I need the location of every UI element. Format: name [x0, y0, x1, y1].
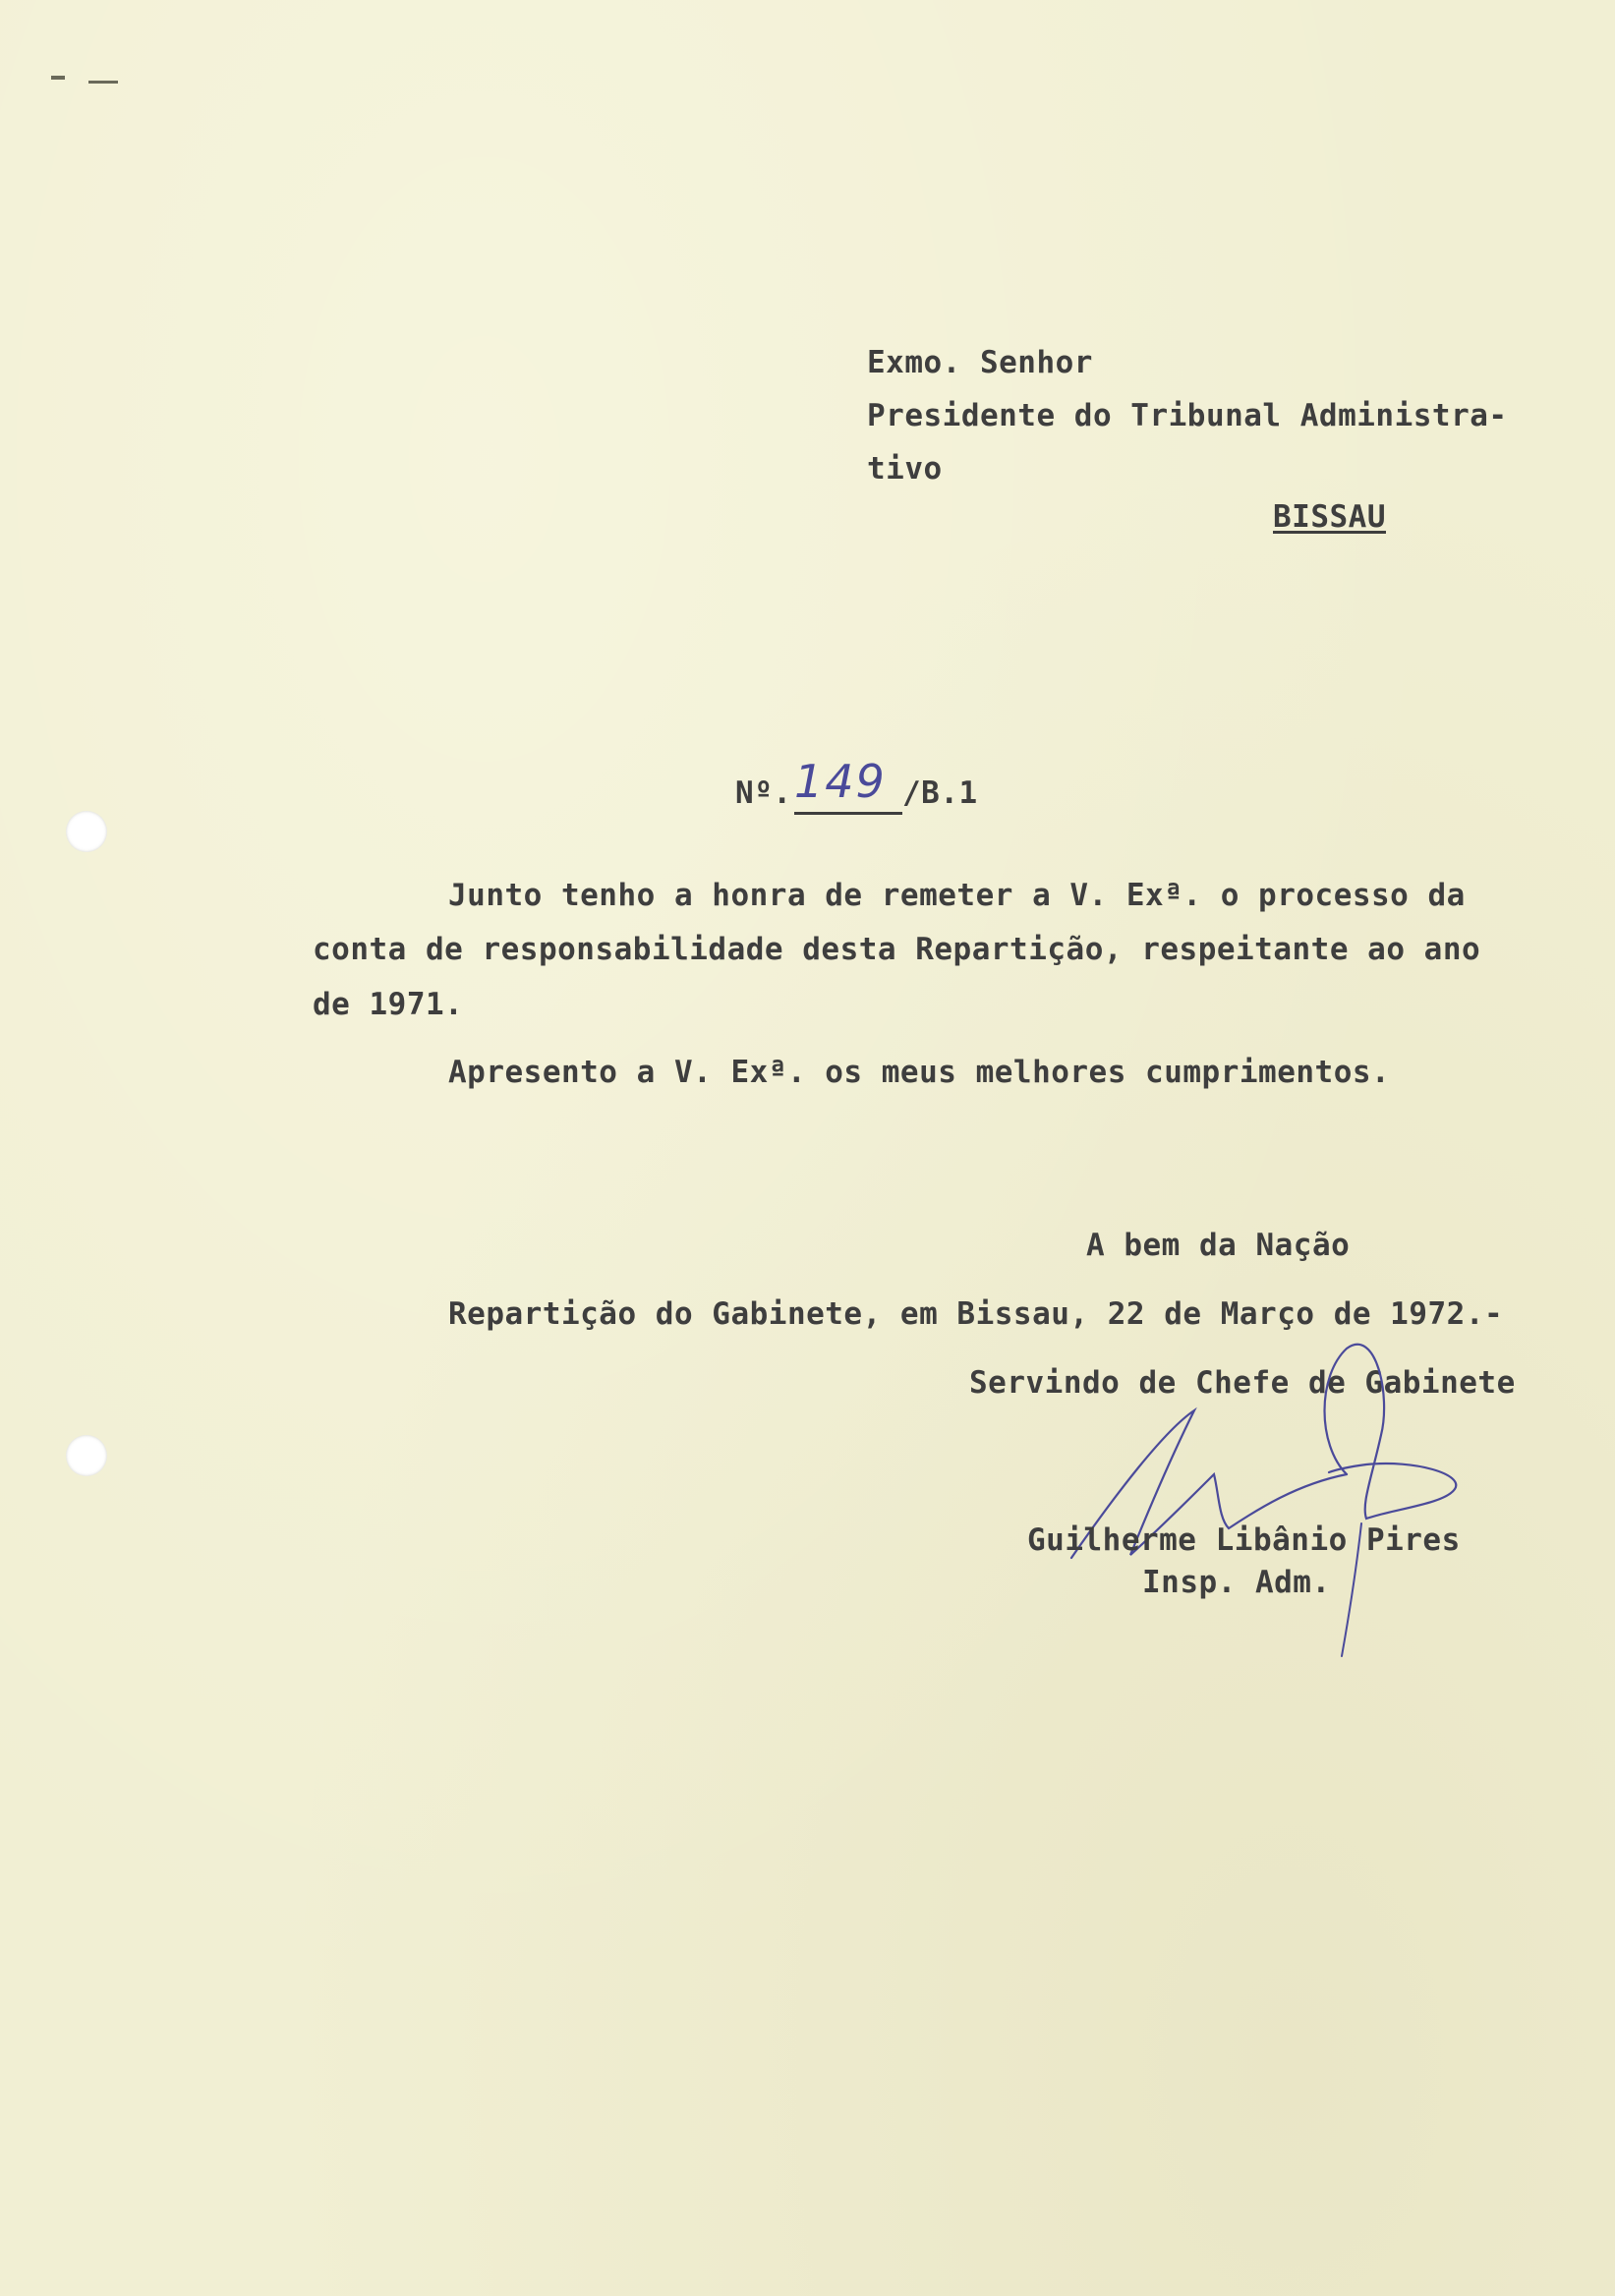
body-paragraph1-line2: conta de responsabilidade desta Repartição, respeitante ao ano [313, 932, 1481, 967]
body-paragraph1-line1: Junto tenho a honra de remeter a V. Exª. o processo da [448, 878, 1466, 913]
signatory-name: Guilherme Libânio Pires [1027, 1522, 1461, 1558]
reference-prefix: Nº. [735, 775, 792, 811]
staple-mark [51, 76, 65, 80]
reference-handwritten-number: 149 [794, 755, 887, 808]
closing-place-date: Repartição do Gabinete, em Bissau, 22 de Março de 1972.- [448, 1296, 1504, 1332]
body-paragraph1-line3: de 1971. [313, 987, 464, 1022]
addressee-title-line2: tivo [867, 451, 943, 487]
punch-hole-top [66, 811, 107, 852]
signatory-title: Insp. Adm. [1142, 1565, 1331, 1600]
closing-role: Servindo de Chefe de Gabinete [969, 1365, 1516, 1401]
addressee-title-line1: Presidente do Tribunal Administra- [867, 398, 1508, 433]
reference-suffix: /B.1 [902, 775, 978, 811]
salutation: Exmo. Senhor [867, 345, 1093, 380]
signature [1022, 1337, 1484, 1661]
reference-underline [794, 812, 902, 815]
closing-motto: A bem da Nação [1086, 1228, 1351, 1263]
addressee-city: BISSAU [1273, 499, 1386, 535]
punch-hole-bottom [66, 1435, 107, 1476]
staple-mark [88, 81, 118, 84]
body-paragraph2: Apresento a V. Exª. os meus melhores cumprimentos. [448, 1055, 1391, 1090]
